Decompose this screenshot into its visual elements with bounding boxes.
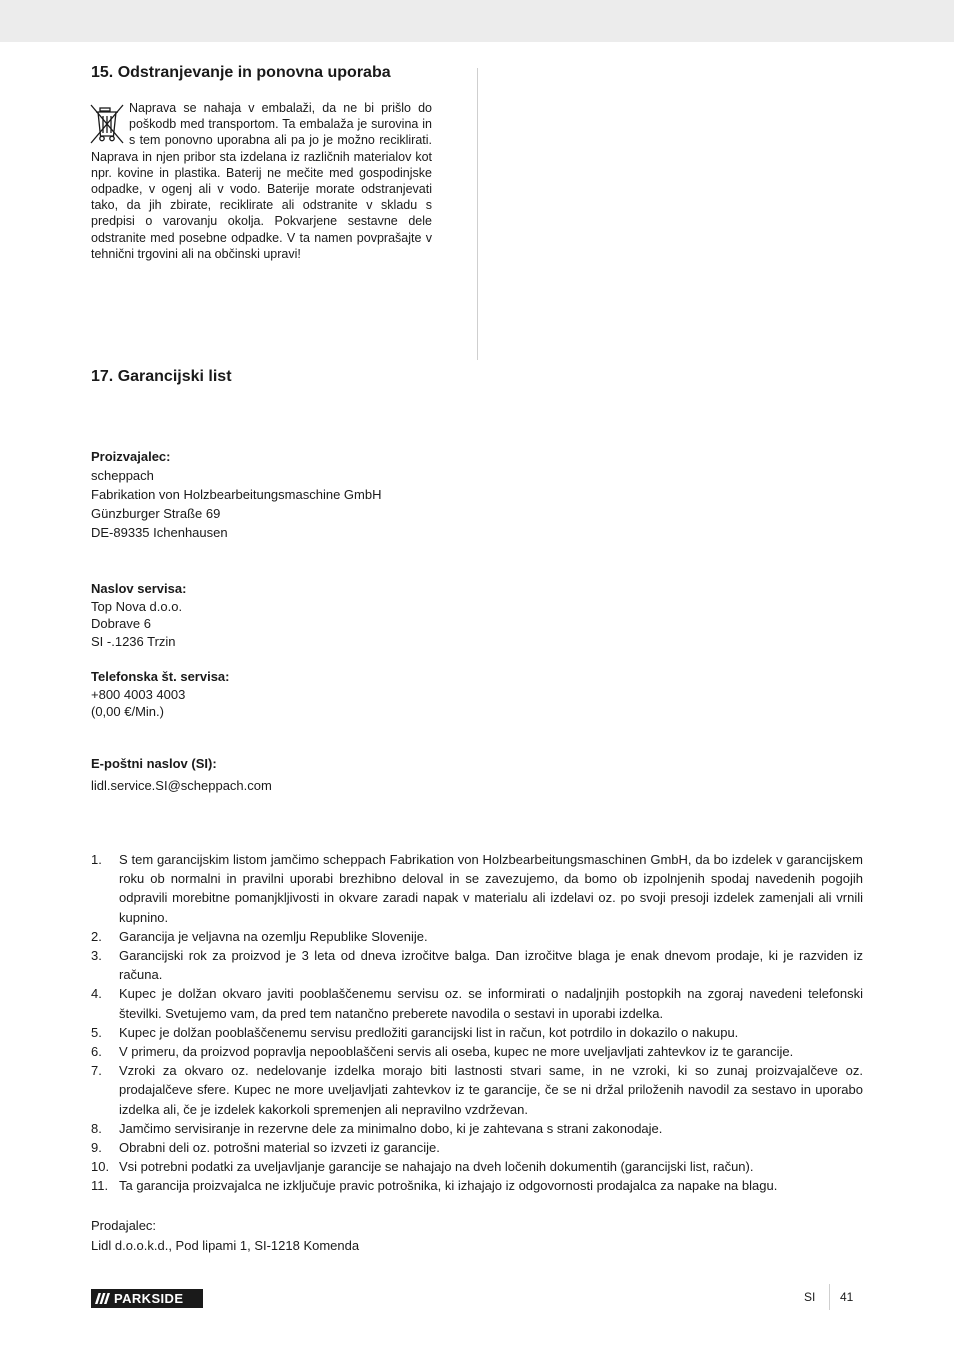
list-item: [91, 1023, 863, 1042]
seller-block: [91, 1216, 359, 1256]
list-item: [91, 1138, 863, 1157]
term-number: 1.: [91, 852, 102, 867]
term-text: S tem garancijskim listom jamčimo scheppach Fabrikation von Holzbearbeitungsmaschinen GmbH, da bo izdelek v garancijskem roku ob normalni in pravilni uporabi brezhibno deloval in se zavezujemo, da bomo ob izpolnjenih spodaj navedenih pogojih odpravili morebitne pomanjkljivosti in okvare zaradi napak v materialu ali izdelavi oz. po svoji presoji izdelek zamenjali ali vrnili kupnino.: [119, 852, 863, 925]
top-header-bar: [0, 0, 954, 42]
crossed-out-bin-icon: [89, 102, 125, 146]
service-address-block: [91, 580, 186, 650]
manufacturer-name: scheppach: [91, 468, 154, 483]
email-label: E-poštni naslov (SI):: [91, 756, 217, 771]
list-item: [91, 927, 863, 946]
term-text: Kupec je dolžan pooblaščenemu servisu predložiti garancijski list in račun, kot potrdilo in dokazilo o nakupu.: [119, 1024, 739, 1040]
manufacturer-company: Fabrikation von Holzbearbeitungsmaschine GmbH: [91, 487, 382, 502]
term-number: 10.: [91, 1159, 110, 1175]
service-address-street: Dobrave 6: [91, 616, 151, 631]
column-divider: [477, 68, 478, 360]
service-phone-rate: (0,00 €/Min.): [91, 704, 164, 719]
term-text: Obrabni deli oz. potrošni material so izvzeti iz garancije.: [119, 1140, 440, 1156]
list-item: [91, 1119, 863, 1138]
list-item: [91, 850, 863, 927]
term-text: Vsi potrebni podatki za uveljavljanje garancije se nahajajo na dveh ločenih dokumentih (garancijski list, račun).: [119, 1159, 754, 1175]
service-phone-label: Telefonska št. servisa:: [91, 669, 230, 684]
list-item: [91, 1042, 863, 1061]
term-text: Ta garancija proizvajalca ne izključuje pravic potrošnika, ki izhajajo iz odgovornosti prodajalca za napake na blagu.: [119, 1178, 778, 1194]
manufacturer-street: Günzburger Straße 69: [91, 506, 221, 521]
term-number: 6.: [91, 1044, 102, 1060]
term-number: 2.: [91, 928, 102, 944]
service-address-company: Top Nova d.o.o.: [91, 598, 183, 614]
term-text: V primeru, da proizvod popravlja nepooblaščeni servis ali oseba, kupec ne more uveljavljati zahtevkov iz te garancije.: [119, 1044, 794, 1060]
section-15-title: 15. Odstranjevanje in ponovna uporaba: [91, 64, 391, 81]
term-number: 5.: [91, 1024, 102, 1040]
footer-divider: [829, 1284, 830, 1310]
manufacturer-block: [91, 447, 381, 542]
term-number: 8.: [91, 1120, 102, 1136]
list-item: [91, 946, 863, 984]
term-text: Kupec je dolžan okvaro javiti pooblaščenemu servisu oz. se informirati o nadaljnjih postopkih na zgoraj navedeni telefonski številki. Svetujemo vam, da pred tem natančno preberete navodila o sestavi in uporabi izdelka.: [119, 986, 863, 1021]
term-text: Vzroki za okvaro oz. nedelovanje izdelka morajo biti lastnosti stvari same, in ne vzroki, ki so zunaj proizvajalčeve oz. prodajalčeve sfere. Kupec ne more uveljavljati zahtevkov iz te garancije, če se ni držal priloženih navodil za sestavo in uporabo izdelka ali, če je izdelek kakorkoli spremenjen ali nepravilno vzdrževan.: [119, 1063, 863, 1117]
term-number: 9.: [91, 1140, 102, 1156]
page-number: 41: [840, 1290, 854, 1304]
logo-brand-text: PARKSIDE: [114, 1291, 184, 1306]
term-text: Garancijski rok za proizvod je 3 leta od dneva izročitve balga. Dan izročitve blaga je enak dnevom prodaje, ki je razviden iz računa.: [119, 948, 863, 983]
service-address-city: SI -.1236 Trzin: [91, 633, 176, 649]
disposal-paragraph: [91, 100, 432, 262]
term-text: Garancija je veljavna na ozemlju Republike Slovenije.: [119, 928, 428, 944]
service-address-label: Naslov servisa:: [91, 581, 187, 596]
list-item: [91, 1157, 863, 1176]
term-number: 7.: [91, 1063, 102, 1079]
seller-label: Prodajalec:: [91, 1218, 157, 1233]
term-number: 3.: [91, 948, 102, 964]
seller-address: Lidl d.o.o.k.d., Pod lipami 1, SI-1218 Komenda: [91, 1238, 360, 1253]
manufacturer-city: DE-89335 Ichenhausen: [91, 525, 228, 540]
warranty-terms-list: [91, 850, 863, 1196]
term-number: 11.: [91, 1178, 109, 1194]
section-17-title: 17. Garancijski list: [91, 368, 232, 385]
parkside-logo: [91, 1289, 203, 1308]
service-phone-block: [91, 668, 230, 721]
term-text: Jamčimo servisiranje in rezervne dele za minimalno dobo, ki je zahtevana s strani zakonodaje.: [119, 1120, 663, 1136]
email-address: lidl.service.SI@scheppach.com: [91, 778, 272, 793]
service-phone-number: +800 4003 4003: [91, 686, 186, 702]
language-code: SI: [804, 1290, 816, 1304]
manufacturer-label: Proizvajalec:: [91, 449, 171, 464]
disposal-text: Naprava se nahaja v embalaži, da ne bi prišlo do poškodb med transportom. Ta embalaža je surovina in s tem ponovno uporabna ali pa jo je možno reciklirati. Naprava in njen pribor sta izdelana iz različnih materialov kot npr. kovine in plastika. Baterij ne mečite med gospodinjske odpadke, v ogenj ali v vodo. Baterije morate odstranjevati tako, da jih zbirate, reciklirate ali odstranite v skladu s predpisi o varovanju okolja. Pokvarjene sestavne dele odstranite med posebne odpadke. V ta namen povprašajte v tehnični trgovini ali na občinski upravi!: [91, 101, 432, 261]
list-item: [91, 1061, 863, 1119]
list-item: [91, 984, 863, 1022]
list-item: [91, 1176, 863, 1195]
logo-slashes-icon: [91, 1289, 113, 1308]
term-number: 4.: [91, 986, 102, 1002]
